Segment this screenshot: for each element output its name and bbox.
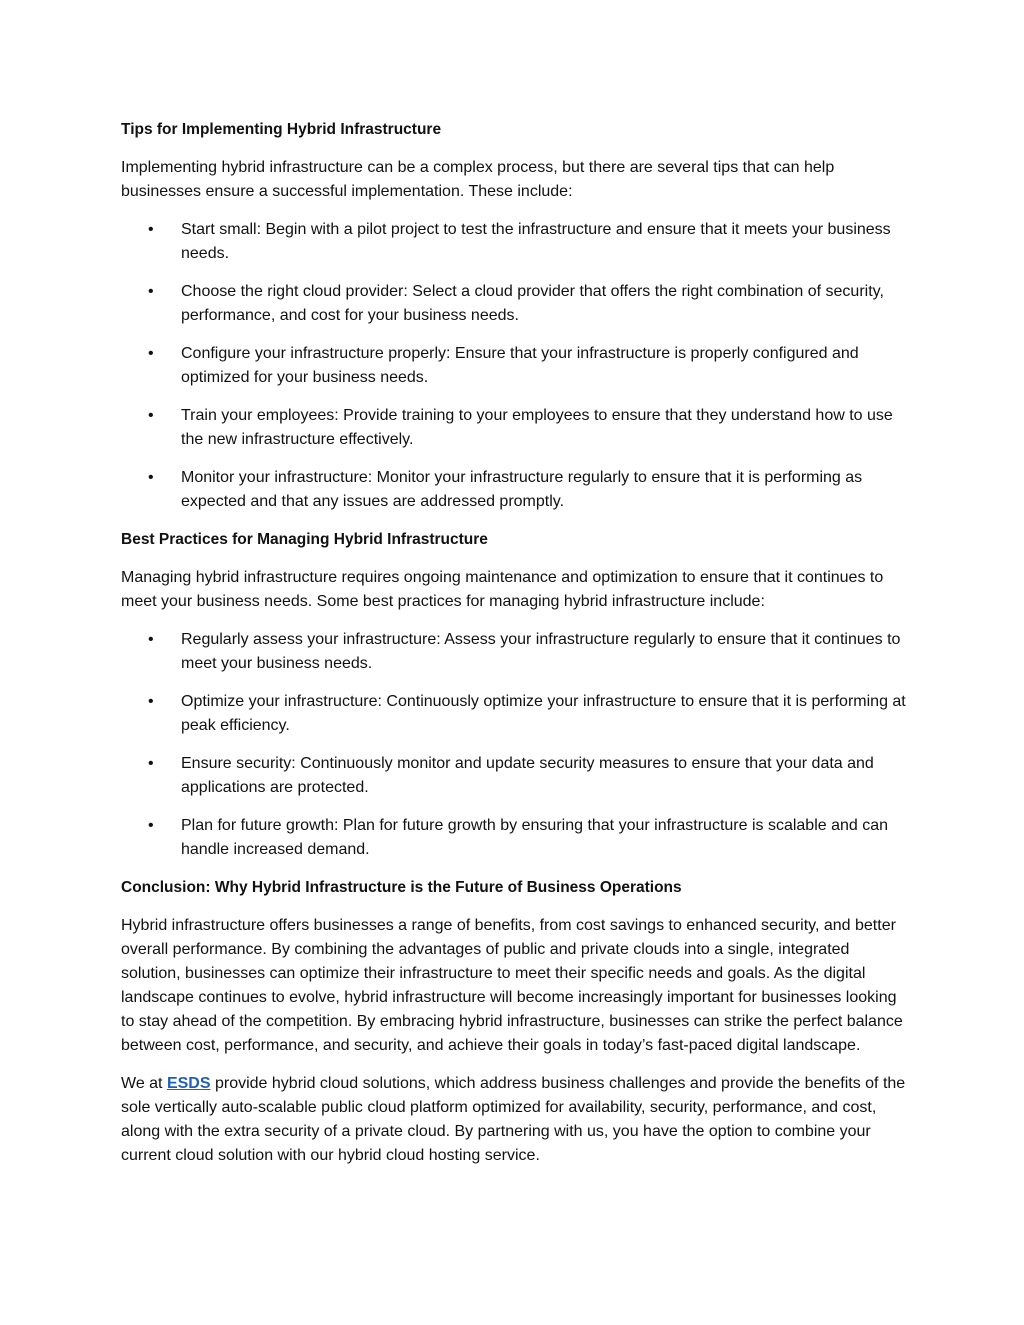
section-intro-tips: Implementing hybrid infrastructure can be a complex process, but there are several tips that can help businesses ensure a successful implementation. These include:	[121, 159, 835, 200]
list-item	[121, 280, 906, 328]
bullet-icon: •	[148, 221, 154, 238]
bullet-icon: •	[148, 631, 154, 648]
document-page	[121, 118, 906, 1182]
list-item-text: Ensure security: Continuously monitor and update security measures to ensure that your data and applications are protected.	[181, 755, 874, 796]
list-item	[121, 690, 906, 738]
list-item	[121, 218, 906, 266]
list-item	[121, 466, 906, 514]
section-intro-best-practices: Managing hybrid infrastructure requires ongoing maintenance and optimization to ensure that it continues to meet your business needs. Some best practices for managing hybrid infrastructure include:	[121, 569, 884, 610]
section-heading-tips: Tips for Implementing Hybrid Infrastructure	[121, 121, 442, 138]
tips-list	[121, 218, 906, 514]
closing-prefix: We at	[121, 1075, 167, 1092]
list-item	[121, 342, 906, 390]
list-item-text: Optimize your infrastructure: Continuously optimize your infrastructure to ensure that it is performing at peak efficiency.	[181, 693, 906, 734]
list-item-text: Train your employees: Provide training to your employees to ensure that they understand how to use the new infrastructure effectively.	[181, 407, 893, 448]
section-heading-conclusion: Conclusion: Why Hybrid Infrastructure is the Future of Business Operations	[121, 879, 682, 896]
bullet-icon: •	[148, 345, 154, 362]
section-heading-best-practices: Best Practices for Managing Hybrid Infrastructure	[121, 531, 488, 548]
closing-paragraph	[121, 1072, 906, 1168]
bullet-icon: •	[148, 817, 154, 834]
closing-suffix: provide hybrid cloud solutions, which address business challenges and provide the benefits of the sole vertically auto-scalable public cloud platform optimized for availability, security, performance, and cost, along with the extra security of a private cloud. By partnering with us, you have the option to combine your current cloud solution with our hybrid cloud hosting service.	[121, 1075, 906, 1164]
list-item-text: Regularly assess your infrastructure: Assess your infrastructure regularly to ensure that it continues to meet your business needs.	[181, 631, 901, 672]
esds-link[interactable]: ESDS	[166, 1075, 211, 1092]
bullet-icon: •	[148, 407, 154, 424]
list-item	[121, 404, 906, 452]
list-item	[121, 628, 906, 676]
best-practices-list	[121, 628, 906, 862]
list-item-text: Start small: Begin with a pilot project to test the infrastructure and ensure that it meets your business needs.	[181, 221, 891, 262]
list-item	[121, 814, 906, 862]
conclusion-paragraph: Hybrid infrastructure offers businesses a range of benefits, from cost savings to enhanced security, and better overall performance. By combining the advantages of public and private clouds into a single, integrated solution, businesses can optimize their infrastructure to meet their specific needs and goals. As the digital landscape continues to evolve, hybrid infrastructure will become increasingly important for businesses looking to stay ahead of the competition. By embracing hybrid infrastructure, businesses can strike the perfect balance between cost, performance, and security, and achieve their goals in today’s fast-paced digital landscape.	[121, 917, 903, 1054]
bullet-icon: •	[148, 755, 154, 772]
bullet-icon: •	[148, 283, 154, 300]
list-item-text: Choose the right cloud provider: Select a cloud provider that offers the right combination of security, performance, and cost for your business needs.	[181, 283, 884, 324]
bullet-icon: •	[148, 469, 154, 486]
list-item-text: Monitor your infrastructure: Monitor your infrastructure regularly to ensure that it is performing as expected and that any issues are addressed promptly.	[181, 469, 863, 510]
list-item-text: Plan for future growth: Plan for future growth by ensuring that your infrastructure is scalable and can handle increased demand.	[181, 817, 889, 858]
list-item-text: Configure your infrastructure properly: Ensure that your infrastructure is properly configured and optimized for your business needs.	[181, 345, 859, 386]
list-item	[121, 752, 906, 800]
bullet-icon: •	[148, 693, 154, 710]
